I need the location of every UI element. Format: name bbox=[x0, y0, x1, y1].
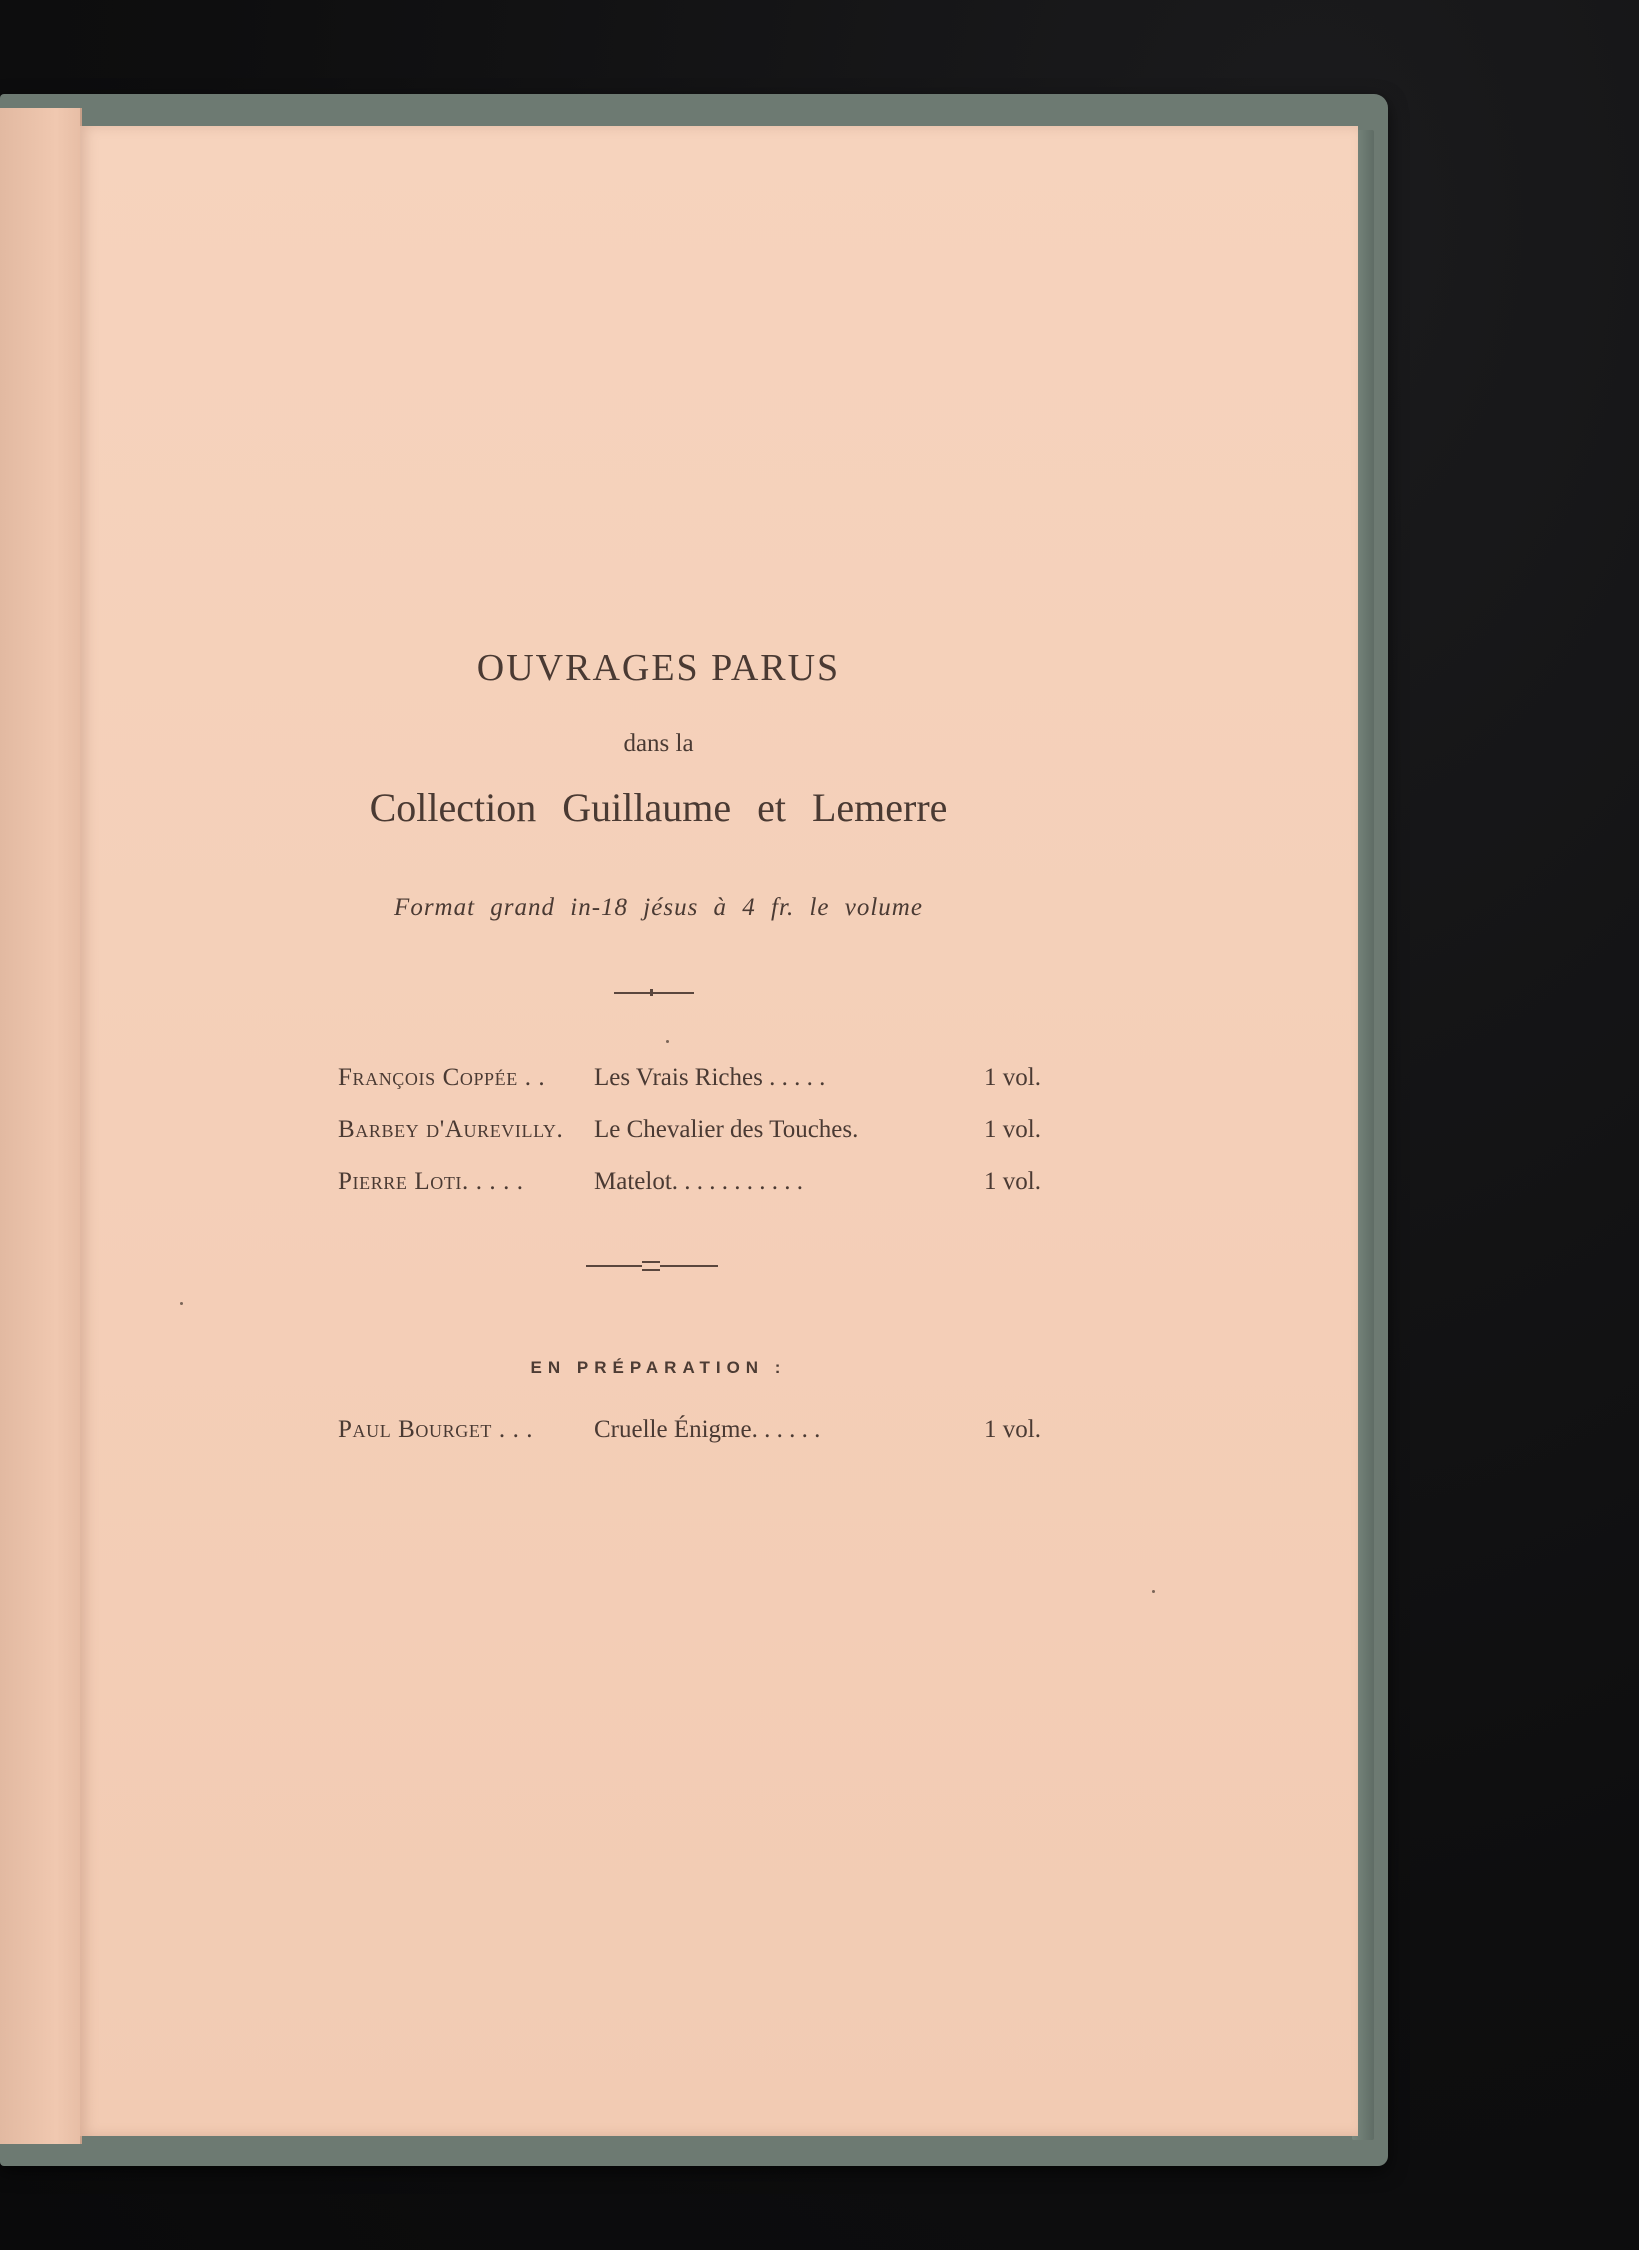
preparation-heading: EN PRÉPARATION : bbox=[530, 1358, 787, 1377]
page-title: OUVRAGES PARUS bbox=[476, 647, 841, 689]
list-item bbox=[338, 1416, 1058, 1468]
volume-count: 1 vol. bbox=[984, 1064, 1041, 1091]
work-title: Les Vrais Riches . . . . . bbox=[594, 1064, 826, 1091]
preparation-list bbox=[338, 1416, 1058, 1468]
book-page bbox=[80, 126, 1358, 2136]
author-name: Barbey d'Aurevilly. bbox=[338, 1116, 564, 1143]
page-subtitle: dans la bbox=[623, 730, 694, 757]
author-name: Pierre Loti. . . . . bbox=[338, 1168, 524, 1195]
ornament-divider-top bbox=[614, 987, 694, 999]
work-title: Cruelle Énigme. . . . . . bbox=[594, 1416, 821, 1443]
left-page-edge bbox=[0, 108, 82, 2144]
list-item bbox=[338, 1168, 1058, 1220]
author-name: François Coppée . . bbox=[338, 1064, 546, 1091]
work-title: Le Chevalier des Touches. bbox=[594, 1116, 859, 1143]
paper-speck bbox=[180, 1302, 183, 1305]
paper-speck bbox=[1152, 1590, 1155, 1593]
list-item bbox=[338, 1064, 1058, 1116]
ornament-divider-bottom bbox=[586, 1260, 718, 1272]
work-title: Matelot. . . . . . . . . . . bbox=[594, 1168, 804, 1195]
volume-count: 1 vol. bbox=[984, 1116, 1041, 1143]
format-line: Format grand in-18 jésus à 4 fr. le volume bbox=[394, 894, 923, 921]
author-name: Paul Bourget . . . bbox=[338, 1416, 534, 1443]
page-content bbox=[80, 126, 1358, 2136]
volume-count: 1 vol. bbox=[984, 1416, 1041, 1443]
paper-speck bbox=[666, 1040, 669, 1043]
published-list bbox=[338, 1064, 1058, 1220]
volume-count: 1 vol. bbox=[984, 1168, 1041, 1195]
collection-name: Collection Guillaume et Lemerre bbox=[369, 785, 948, 830]
list-item bbox=[338, 1116, 1058, 1168]
